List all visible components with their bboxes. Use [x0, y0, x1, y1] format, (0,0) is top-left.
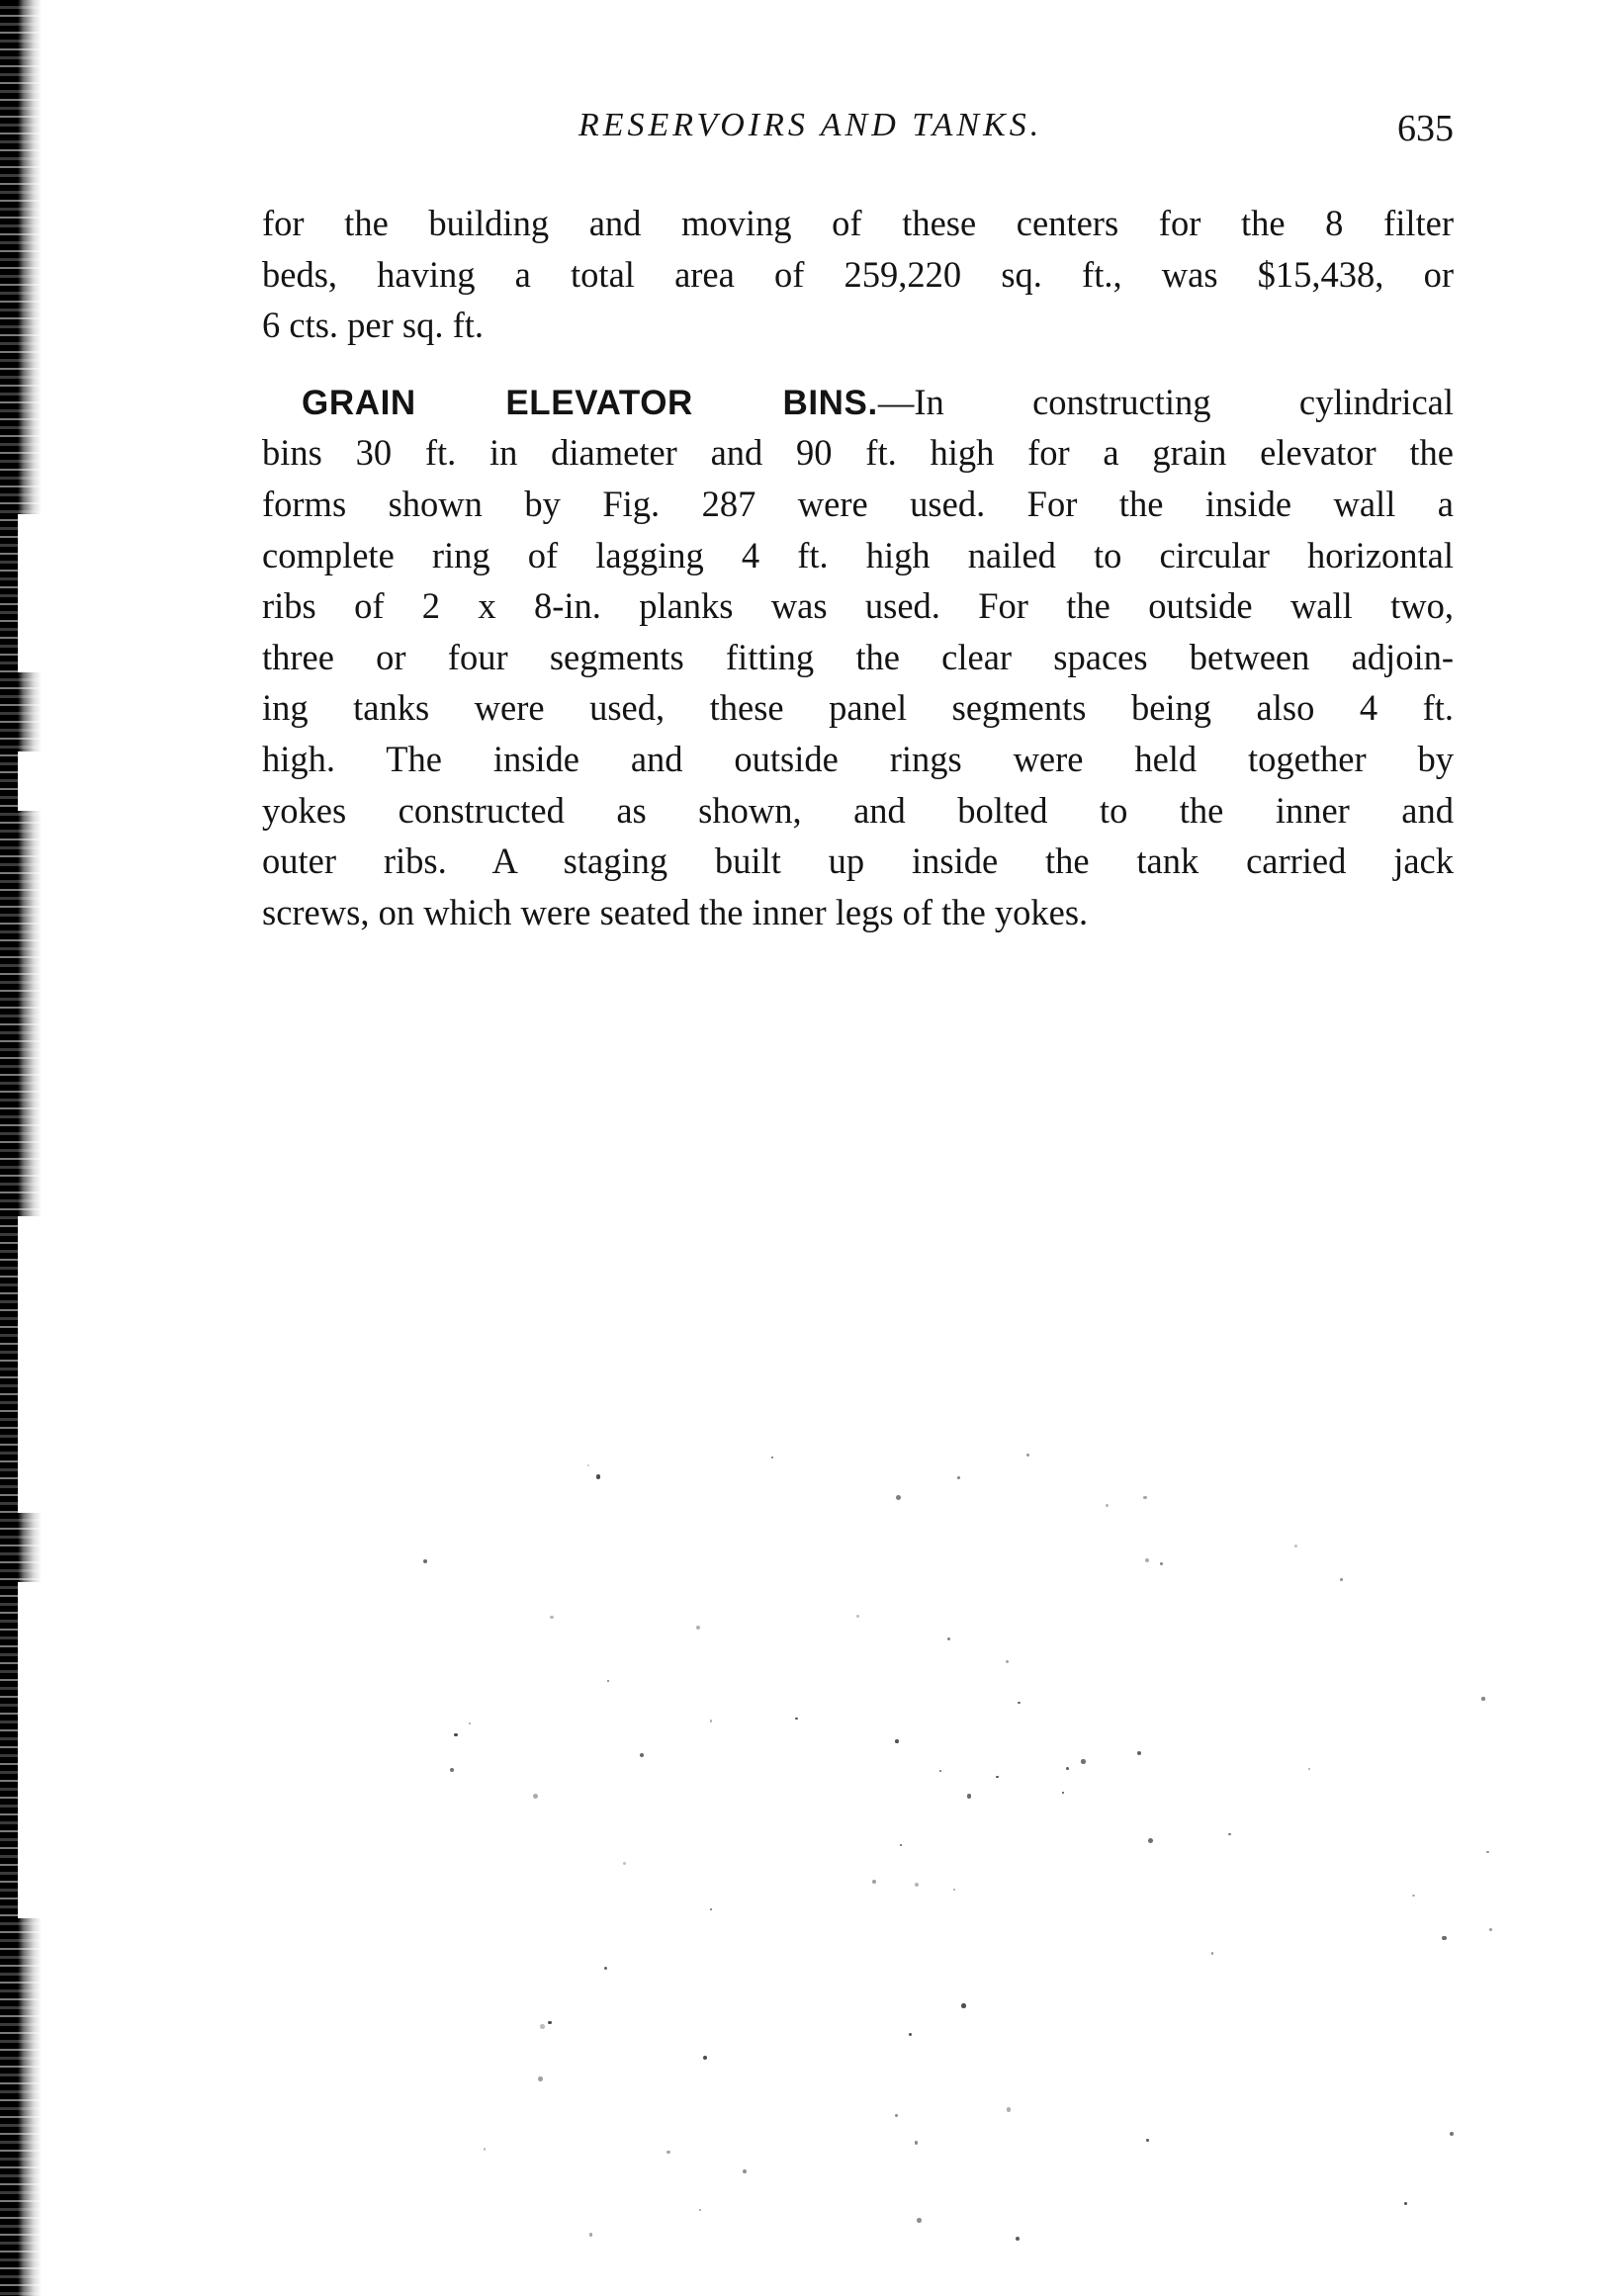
text-line: bins 30 ft. in diameter and 90 ft. high for a grain elevator the [262, 432, 1454, 474]
scan-speck [967, 1794, 972, 1799]
text-line: ribs of 2 x 8-in. planks was used. For the outside wall two, [262, 585, 1454, 627]
scan-speck [1146, 2139, 1149, 2142]
text-line: high. The inside and outside rings were held together by [262, 738, 1454, 779]
scan-speck [540, 2024, 545, 2029]
scan-speck [1481, 1697, 1484, 1700]
scan-speck [1489, 1928, 1492, 1931]
scan-speck [1228, 1833, 1231, 1836]
scan-speck [1450, 2132, 1454, 2136]
scan-speck [872, 1880, 876, 1884]
scan-speck [699, 2209, 701, 2211]
scan-speck [423, 1559, 427, 1563]
scan-speck [623, 1862, 626, 1865]
scan-speck [538, 2076, 543, 2081]
text-line: three or four segments fitting the clear spaces between adjoin- [262, 636, 1454, 677]
scan-speck [1016, 2237, 1020, 2241]
scan-speck [896, 1495, 901, 1500]
text-run: —In constructing cylindrical [877, 381, 1454, 422]
scan-speck [1081, 1759, 1085, 1763]
scan-speck [1404, 2202, 1407, 2205]
binding-gap [18, 514, 44, 672]
scan-speck [1018, 1702, 1020, 1704]
scan-speck [454, 1733, 457, 1736]
scan-speck [710, 1720, 713, 1722]
page-number: 635 [1397, 108, 1454, 149]
scan-speck [1486, 1851, 1488, 1853]
scan-speck [771, 1457, 773, 1458]
scan-speck [548, 2021, 552, 2025]
scan-speck [900, 1844, 902, 1846]
scan-speck [1442, 1936, 1446, 1940]
text-line: beds, having a total area of 259,220 sq. ft., was $15,438, or [262, 253, 1454, 295]
scan-speck [1148, 1838, 1153, 1843]
scan-speck [1145, 1558, 1149, 1562]
scan-speck [484, 2148, 486, 2150]
binding-gap [18, 751, 44, 811]
scan-speck [856, 1615, 859, 1618]
scan-speck [450, 1768, 454, 1772]
binding-shadow [0, 0, 42, 2296]
text-line [262, 377, 1454, 428]
scan-speck [604, 1967, 607, 1970]
scan-speck [1062, 1792, 1064, 1794]
scan-speck [1007, 2107, 1012, 2112]
scan-speck [996, 1776, 998, 1778]
scan-speck [640, 1753, 644, 1757]
scan-speck [589, 2233, 592, 2236]
scan-speck [1211, 1952, 1214, 1955]
page-header [262, 107, 1454, 154]
scan-speck [917, 2218, 922, 2223]
text-line: yokes constructed as shown, and bolted to the inner and [262, 789, 1454, 831]
paragraph [262, 377, 1454, 938]
scan-speck [895, 2114, 898, 2117]
text-line: complete ring of lagging 4 ft. high nailed to circular horizontal [262, 534, 1454, 575]
text-line: for the building and moving of these centers for the 8 filter [262, 203, 1454, 243]
scan-speck [1137, 1751, 1141, 1755]
text-line: forms shown by Fig. 287 were used. For the inside wall a [262, 483, 1454, 524]
running-head: RESERVOIRS AND TANKS. [578, 107, 1043, 143]
scan-speck [1026, 1454, 1029, 1457]
scan-speck [469, 1722, 472, 1725]
scan-speck [909, 2033, 912, 2036]
scan-speck [953, 1889, 955, 1891]
scan-speck [1066, 1767, 1069, 1770]
text-line: screws, on which were seated the inner legs of the yokes. [262, 891, 1089, 932]
binding-gap [18, 1582, 44, 1918]
scan-speck [1143, 1496, 1146, 1499]
scan-speck [1412, 1895, 1414, 1897]
scan-speck [710, 1908, 712, 1910]
scan-speck [895, 1739, 899, 1743]
scan-speck [1308, 1768, 1310, 1770]
scan-speck [1106, 1504, 1109, 1507]
scan-speck [550, 1616, 553, 1619]
scan-speck [703, 2056, 708, 2061]
scan-speck [533, 1794, 538, 1799]
scan-speck [795, 1718, 797, 1720]
scan-speck [915, 1883, 920, 1888]
scan-speck [961, 2003, 965, 2007]
section-heading: GRAIN ELEVATOR BINS. [302, 383, 878, 422]
scan-speck [915, 2141, 919, 2145]
scan-speck [1160, 1562, 1164, 1566]
paragraph [262, 198, 1454, 351]
text-line: 6 cts. per sq. ft. [262, 305, 485, 346]
scan-speck [587, 1464, 589, 1466]
scan-speck [1294, 1545, 1296, 1546]
binding-gap [18, 1216, 44, 1513]
scan-speck [607, 1680, 609, 1682]
scan-speck [1006, 1660, 1009, 1663]
scan-speck [666, 2151, 669, 2154]
scan-speck [596, 1474, 601, 1479]
scan-speck [743, 2169, 747, 2173]
scan-speck [696, 1626, 700, 1630]
scan-speck [1340, 1578, 1343, 1581]
body-text [262, 198, 1454, 937]
scan-speck [939, 1770, 941, 1772]
scan-speck [957, 1476, 960, 1479]
scan-speck [947, 1637, 950, 1640]
text-line: ing tanks were used, these panel segments being also 4 ft. [262, 687, 1454, 729]
text-line: outer ribs. A staging built up inside the tank carried jack [262, 840, 1454, 882]
